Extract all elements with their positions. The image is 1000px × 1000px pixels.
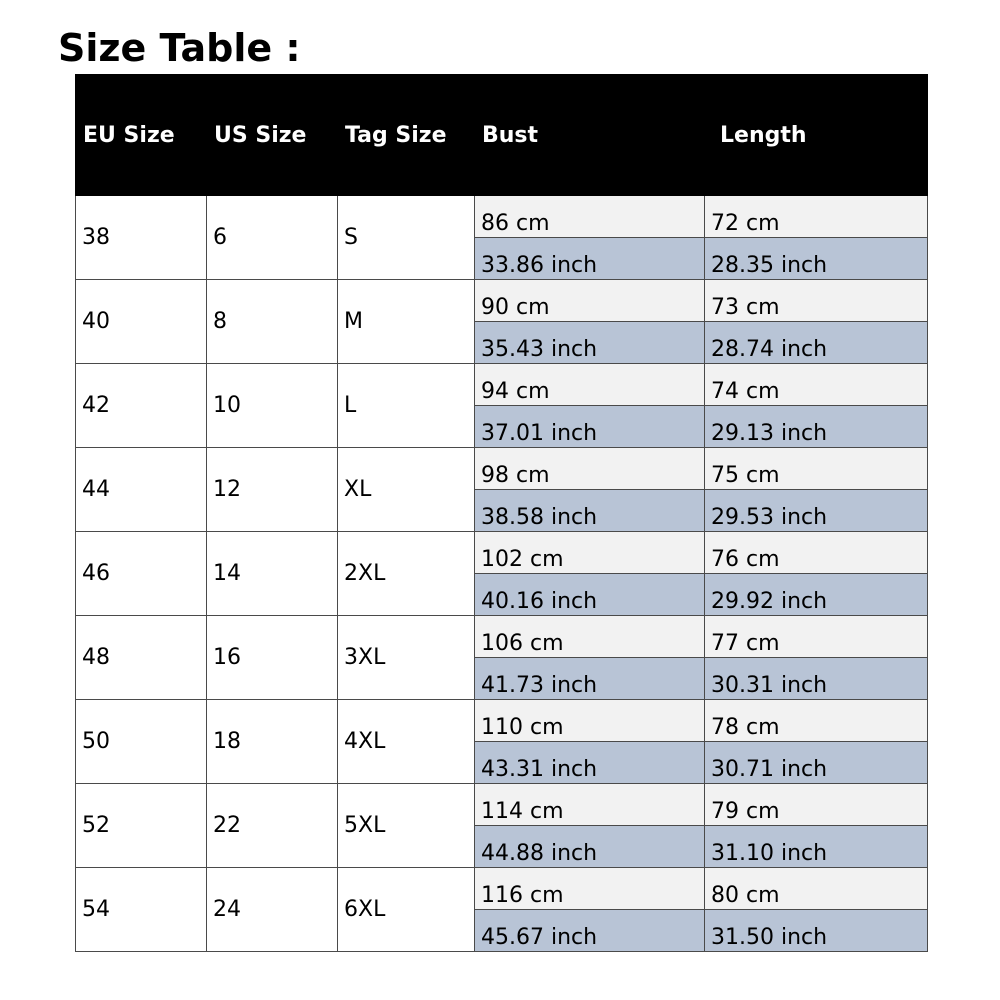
cell-length-inch: 29.53 inch [705,490,928,532]
cell-us-size: 16 [207,616,338,700]
cell-length-inch: 29.13 inch [705,406,928,448]
table-row [76,280,928,322]
table-header-row [76,75,928,196]
cell-length-cm: 76 cm [705,532,928,574]
cell-bust-inch: 40.16 inch [475,574,705,616]
cell-eu-size: 48 [76,616,207,700]
cell-us-size: 8 [207,280,338,364]
cell-tag-size: 4XL [338,700,475,784]
cell-us-size: 10 [207,364,338,448]
cell-bust-inch: 38.58 inch [475,490,705,532]
cell-bust-cm: 106 cm [475,616,705,658]
cell-length-inch: 30.31 inch [705,658,928,700]
cell-eu-size: 40 [76,280,207,364]
cell-bust-inch: 43.31 inch [475,742,705,784]
cell-bust-cm: 98 cm [475,448,705,490]
cell-tag-size: 6XL [338,868,475,952]
cell-tag-size: S [338,196,475,280]
cell-bust-inch: 37.01 inch [475,406,705,448]
cell-length-cm: 74 cm [705,364,928,406]
table-row [76,532,928,574]
cell-length-cm: 72 cm [705,196,928,238]
cell-length-inch: 31.50 inch [705,910,928,952]
cell-bust-cm: 86 cm [475,196,705,238]
cell-us-size: 22 [207,784,338,868]
table-row [76,364,928,406]
table-body [76,196,928,952]
header-us-size: US Size [207,75,338,196]
cell-bust-inch: 33.86 inch [475,238,705,280]
cell-tag-size: 5XL [338,784,475,868]
cell-length-cm: 75 cm [705,448,928,490]
cell-length-inch: 28.35 inch [705,238,928,280]
cell-length-inch: 29.92 inch [705,574,928,616]
cell-length-cm: 79 cm [705,784,928,826]
table-row [76,616,928,658]
cell-tag-size: 2XL [338,532,475,616]
cell-tag-size: M [338,280,475,364]
page-title: Size Table : [58,26,301,70]
cell-length-inch: 31.10 inch [705,826,928,868]
table-row [76,196,928,238]
cell-eu-size: 52 [76,784,207,868]
cell-us-size: 24 [207,868,338,952]
cell-bust-cm: 90 cm [475,280,705,322]
table-row [76,700,928,742]
cell-length-cm: 80 cm [705,868,928,910]
cell-eu-size: 38 [76,196,207,280]
cell-eu-size: 54 [76,868,207,952]
cell-length-cm: 78 cm [705,700,928,742]
cell-eu-size: 44 [76,448,207,532]
cell-bust-inch: 44.88 inch [475,826,705,868]
cell-length-inch: 30.71 inch [705,742,928,784]
cell-eu-size: 46 [76,532,207,616]
header-bust: Bust [475,75,705,196]
header-eu-size: EU Size [76,75,207,196]
cell-bust-inch: 41.73 inch [475,658,705,700]
cell-length-cm: 77 cm [705,616,928,658]
cell-us-size: 12 [207,448,338,532]
table-row [76,868,928,910]
cell-length-inch: 28.74 inch [705,322,928,364]
cell-eu-size: 42 [76,364,207,448]
cell-bust-cm: 116 cm [475,868,705,910]
cell-bust-cm: 114 cm [475,784,705,826]
cell-length-cm: 73 cm [705,280,928,322]
cell-bust-inch: 45.67 inch [475,910,705,952]
cell-tag-size: XL [338,448,475,532]
cell-tag-size: 3XL [338,616,475,700]
cell-us-size: 6 [207,196,338,280]
size-table [75,74,928,952]
table-row [76,784,928,826]
cell-tag-size: L [338,364,475,448]
header-tag-size: Tag Size [338,75,475,196]
cell-us-size: 14 [207,532,338,616]
header-length: Length [705,75,928,196]
cell-bust-cm: 94 cm [475,364,705,406]
cell-us-size: 18 [207,700,338,784]
cell-bust-inch: 35.43 inch [475,322,705,364]
table-row [76,448,928,490]
cell-eu-size: 50 [76,700,207,784]
cell-bust-cm: 102 cm [475,532,705,574]
cell-bust-cm: 110 cm [475,700,705,742]
